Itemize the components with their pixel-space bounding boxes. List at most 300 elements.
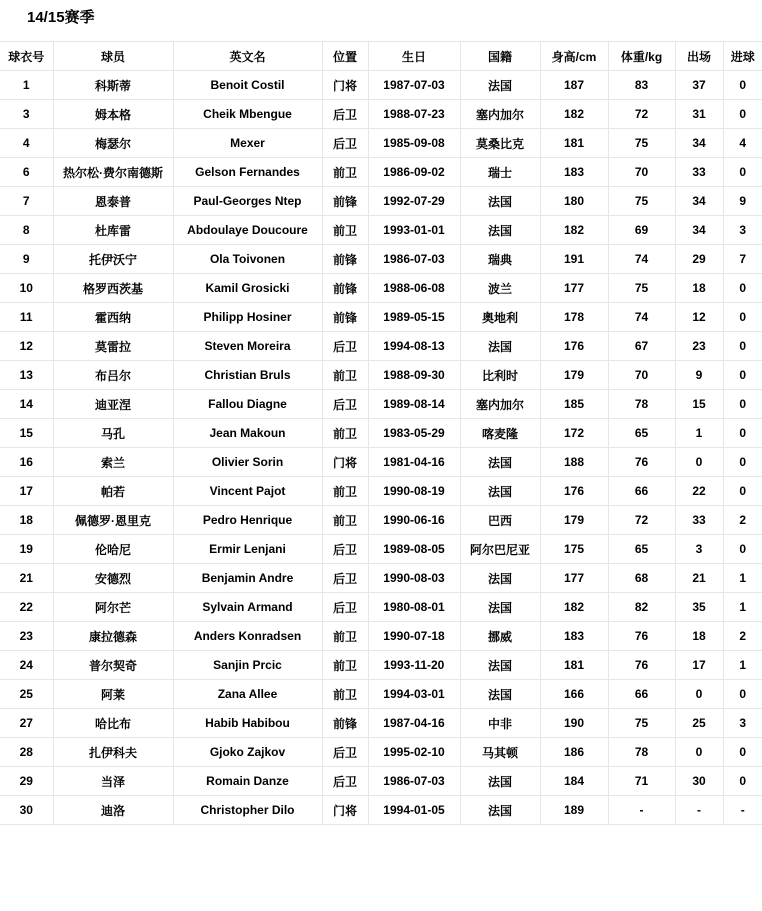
player-cell: 莫雷拉 <box>53 332 173 361</box>
jersey-cell: 24 <box>0 651 53 680</box>
player-cell: 帕若 <box>53 477 173 506</box>
jersey-cell: 6 <box>0 158 53 187</box>
table-row <box>0 506 762 535</box>
nationality-cell: 法国 <box>460 593 540 622</box>
goals-cell: 1 <box>723 651 762 680</box>
column-header-height: 身高/cm <box>540 42 608 71</box>
apps-cell: 12 <box>675 303 723 332</box>
table-row <box>0 361 762 390</box>
table-header <box>0 42 762 71</box>
english-cell: Gjoko Zajkov <box>173 738 322 767</box>
goals-cell: 0 <box>723 419 762 448</box>
position-cell: 后卫 <box>322 738 368 767</box>
weight-cell: 67 <box>608 332 675 361</box>
weight-cell: 75 <box>608 187 675 216</box>
height-cell: 187 <box>540 71 608 100</box>
birthday-cell: 1988-09-30 <box>368 361 460 390</box>
position-cell: 前锋 <box>322 187 368 216</box>
jersey-cell: 30 <box>0 796 53 825</box>
birthday-cell: 1994-01-05 <box>368 796 460 825</box>
english-cell: Paul-Georges Ntep <box>173 187 322 216</box>
player-cell: 普尔契奇 <box>53 651 173 680</box>
apps-cell: 3 <box>675 535 723 564</box>
height-cell: 166 <box>540 680 608 709</box>
birthday-cell: 1988-07-23 <box>368 100 460 129</box>
birthday-cell: 1990-06-16 <box>368 506 460 535</box>
weight-cell: 72 <box>608 506 675 535</box>
jersey-cell: 21 <box>0 564 53 593</box>
birthday-cell: 1994-08-13 <box>368 332 460 361</box>
table-row <box>0 332 762 361</box>
nationality-cell: 比利时 <box>460 361 540 390</box>
height-cell: 179 <box>540 361 608 390</box>
position-cell: 前卫 <box>322 506 368 535</box>
nationality-cell: 喀麦隆 <box>460 419 540 448</box>
weight-cell: 78 <box>608 390 675 419</box>
column-header-apps: 出场 <box>675 42 723 71</box>
height-cell: 183 <box>540 622 608 651</box>
player-cell: 格罗西茨基 <box>53 274 173 303</box>
goals-cell: 1 <box>723 593 762 622</box>
weight-cell: 75 <box>608 129 675 158</box>
page-title: 14/15赛季 <box>27 9 95 26</box>
english-cell: Benoit Costil <box>173 71 322 100</box>
birthday-cell: 1993-01-01 <box>368 216 460 245</box>
nationality-cell: 塞内加尔 <box>460 390 540 419</box>
birthday-cell: 1985-09-08 <box>368 129 460 158</box>
english-cell: Vincent Pajot <box>173 477 322 506</box>
column-header-nationality: 国籍 <box>460 42 540 71</box>
english-cell: Mexer <box>173 129 322 158</box>
position-cell: 后卫 <box>322 593 368 622</box>
player-cell: 扎伊科夫 <box>53 738 173 767</box>
nationality-cell: 法国 <box>460 187 540 216</box>
birthday-cell: 1983-05-29 <box>368 419 460 448</box>
jersey-cell: 14 <box>0 390 53 419</box>
player-cell: 马孔 <box>53 419 173 448</box>
apps-cell: - <box>675 796 723 825</box>
position-cell: 后卫 <box>322 100 368 129</box>
weight-cell: - <box>608 796 675 825</box>
table-row <box>0 767 762 796</box>
goals-cell: 0 <box>723 680 762 709</box>
jersey-cell: 19 <box>0 535 53 564</box>
goals-cell: 0 <box>723 332 762 361</box>
birthday-cell: 1990-08-03 <box>368 564 460 593</box>
nationality-cell: 奥地利 <box>460 303 540 332</box>
birthday-cell: 1988-06-08 <box>368 274 460 303</box>
weight-cell: 70 <box>608 158 675 187</box>
jersey-cell: 27 <box>0 709 53 738</box>
jersey-cell: 18 <box>0 506 53 535</box>
table-row <box>0 274 762 303</box>
english-cell: Cheik Mbengue <box>173 100 322 129</box>
position-cell: 前锋 <box>322 274 368 303</box>
table-row <box>0 100 762 129</box>
player-cell: 阿莱 <box>53 680 173 709</box>
player-cell: 布吕尔 <box>53 361 173 390</box>
table-row <box>0 187 762 216</box>
weight-cell: 72 <box>608 100 675 129</box>
height-cell: 183 <box>540 158 608 187</box>
nationality-cell: 瑞典 <box>460 245 540 274</box>
position-cell: 前卫 <box>322 477 368 506</box>
nationality-cell: 巴西 <box>460 506 540 535</box>
goals-cell: 0 <box>723 738 762 767</box>
position-cell: 前锋 <box>322 303 368 332</box>
birthday-cell: 1990-08-19 <box>368 477 460 506</box>
player-cell: 恩泰普 <box>53 187 173 216</box>
table-row <box>0 158 762 187</box>
column-header-weight: 体重/kg <box>608 42 675 71</box>
player-cell: 姆本格 <box>53 100 173 129</box>
player-cell: 迪洛 <box>53 796 173 825</box>
table-row <box>0 709 762 738</box>
nationality-cell: 波兰 <box>460 274 540 303</box>
apps-cell: 34 <box>675 187 723 216</box>
weight-cell: 68 <box>608 564 675 593</box>
table-row <box>0 448 762 477</box>
jersey-cell: 16 <box>0 448 53 477</box>
weight-cell: 66 <box>608 477 675 506</box>
apps-cell: 34 <box>675 129 723 158</box>
table-row <box>0 651 762 680</box>
position-cell: 后卫 <box>322 390 368 419</box>
nationality-cell: 法国 <box>460 477 540 506</box>
goals-cell: 0 <box>723 274 762 303</box>
nationality-cell: 马其顿 <box>460 738 540 767</box>
nationality-cell: 瑞士 <box>460 158 540 187</box>
height-cell: 176 <box>540 332 608 361</box>
goals-cell: 2 <box>723 622 762 651</box>
apps-cell: 34 <box>675 216 723 245</box>
height-cell: 177 <box>540 564 608 593</box>
weight-cell: 78 <box>608 738 675 767</box>
weight-cell: 75 <box>608 709 675 738</box>
nationality-cell: 法国 <box>460 448 540 477</box>
goals-cell: 0 <box>723 361 762 390</box>
apps-cell: 30 <box>675 767 723 796</box>
column-header-position: 位置 <box>322 42 368 71</box>
birthday-cell: 1989-08-05 <box>368 535 460 564</box>
apps-cell: 33 <box>675 158 723 187</box>
goals-cell: 0 <box>723 303 762 332</box>
goals-cell: 0 <box>723 100 762 129</box>
apps-cell: 35 <box>675 593 723 622</box>
english-cell: Sanjin Prcic <box>173 651 322 680</box>
english-cell: Pedro Henrique <box>173 506 322 535</box>
height-cell: 185 <box>540 390 608 419</box>
goals-cell: 0 <box>723 535 762 564</box>
table-row <box>0 129 762 158</box>
birthday-cell: 1986-09-02 <box>368 158 460 187</box>
position-cell: 前卫 <box>322 158 368 187</box>
english-cell: Romain Danze <box>173 767 322 796</box>
goals-cell: 2 <box>723 506 762 535</box>
birthday-cell: 1995-02-10 <box>368 738 460 767</box>
nationality-cell: 法国 <box>460 564 540 593</box>
height-cell: 188 <box>540 448 608 477</box>
goals-cell: 4 <box>723 129 762 158</box>
player-cell: 霍西纳 <box>53 303 173 332</box>
squad-table <box>0 41 762 825</box>
height-cell: 189 <box>540 796 608 825</box>
apps-cell: 29 <box>675 245 723 274</box>
height-cell: 175 <box>540 535 608 564</box>
apps-cell: 37 <box>675 71 723 100</box>
english-cell: Kamil Grosicki <box>173 274 322 303</box>
player-cell: 哈比布 <box>53 709 173 738</box>
english-cell: Benjamin Andre <box>173 564 322 593</box>
birthday-cell: 1992-07-29 <box>368 187 460 216</box>
player-cell: 梅瑟尔 <box>53 129 173 158</box>
nationality-cell: 法国 <box>460 332 540 361</box>
english-cell: Steven Moreira <box>173 332 322 361</box>
weight-cell: 76 <box>608 622 675 651</box>
position-cell: 前卫 <box>322 622 368 651</box>
table-row <box>0 593 762 622</box>
weight-cell: 66 <box>608 680 675 709</box>
player-cell: 佩德罗·恩里克 <box>53 506 173 535</box>
weight-cell: 71 <box>608 767 675 796</box>
position-cell: 前卫 <box>322 216 368 245</box>
goals-cell: - <box>723 796 762 825</box>
height-cell: 180 <box>540 187 608 216</box>
height-cell: 172 <box>540 419 608 448</box>
jersey-cell: 10 <box>0 274 53 303</box>
nationality-cell: 挪威 <box>460 622 540 651</box>
table-row <box>0 71 762 100</box>
english-cell: Zana Allee <box>173 680 322 709</box>
weight-cell: 70 <box>608 361 675 390</box>
apps-cell: 17 <box>675 651 723 680</box>
birthday-cell: 1987-07-03 <box>368 71 460 100</box>
jersey-cell: 29 <box>0 767 53 796</box>
english-cell: Anders Konradsen <box>173 622 322 651</box>
header-row <box>0 42 762 71</box>
birthday-cell: 1990-07-18 <box>368 622 460 651</box>
player-cell: 阿尔芒 <box>53 593 173 622</box>
jersey-cell: 22 <box>0 593 53 622</box>
english-cell: Philipp Hosiner <box>173 303 322 332</box>
apps-cell: 22 <box>675 477 723 506</box>
column-header-jersey: 球衣号 <box>0 42 53 71</box>
jersey-cell: 4 <box>0 129 53 158</box>
nationality-cell: 法国 <box>460 680 540 709</box>
height-cell: 181 <box>540 129 608 158</box>
english-cell: Abdoulaye Doucoure <box>173 216 322 245</box>
english-cell: Sylvain Armand <box>173 593 322 622</box>
position-cell: 前卫 <box>322 419 368 448</box>
table-row <box>0 796 762 825</box>
column-header-english: 英文名 <box>173 42 322 71</box>
height-cell: 177 <box>540 274 608 303</box>
apps-cell: 31 <box>675 100 723 129</box>
position-cell: 前卫 <box>322 651 368 680</box>
table-row <box>0 622 762 651</box>
position-cell: 前卫 <box>322 680 368 709</box>
table-body <box>0 71 762 825</box>
table-row <box>0 390 762 419</box>
apps-cell: 15 <box>675 390 723 419</box>
goals-cell: 0 <box>723 477 762 506</box>
jersey-cell: 8 <box>0 216 53 245</box>
table-row <box>0 477 762 506</box>
birthday-cell: 1986-07-03 <box>368 767 460 796</box>
column-header-player: 球员 <box>53 42 173 71</box>
apps-cell: 9 <box>675 361 723 390</box>
birthday-cell: 1980-08-01 <box>368 593 460 622</box>
height-cell: 179 <box>540 506 608 535</box>
column-header-birthday: 生日 <box>368 42 460 71</box>
player-cell: 热尔松·费尔南德斯 <box>53 158 173 187</box>
position-cell: 后卫 <box>322 129 368 158</box>
height-cell: 191 <box>540 245 608 274</box>
weight-cell: 76 <box>608 448 675 477</box>
birthday-cell: 1986-07-03 <box>368 245 460 274</box>
table-row <box>0 303 762 332</box>
player-cell: 康拉德森 <box>53 622 173 651</box>
english-cell: Christian Bruls <box>173 361 322 390</box>
english-cell: Christopher Dilo <box>173 796 322 825</box>
height-cell: 190 <box>540 709 608 738</box>
jersey-cell: 7 <box>0 187 53 216</box>
goals-cell: 3 <box>723 709 762 738</box>
column-header-goals: 进球 <box>723 42 762 71</box>
nationality-cell: 中非 <box>460 709 540 738</box>
jersey-cell: 28 <box>0 738 53 767</box>
table-row <box>0 419 762 448</box>
player-cell: 杜库雷 <box>53 216 173 245</box>
goals-cell: 0 <box>723 767 762 796</box>
goals-cell: 3 <box>723 216 762 245</box>
weight-cell: 69 <box>608 216 675 245</box>
apps-cell: 0 <box>675 738 723 767</box>
birthday-cell: 1989-05-15 <box>368 303 460 332</box>
english-cell: Jean Makoun <box>173 419 322 448</box>
table-row <box>0 245 762 274</box>
nationality-cell: 莫桑比克 <box>460 129 540 158</box>
nationality-cell: 法国 <box>460 651 540 680</box>
weight-cell: 82 <box>608 593 675 622</box>
nationality-cell: 法国 <box>460 216 540 245</box>
apps-cell: 18 <box>675 622 723 651</box>
weight-cell: 75 <box>608 274 675 303</box>
height-cell: 176 <box>540 477 608 506</box>
birthday-cell: 1987-04-16 <box>368 709 460 738</box>
position-cell: 后卫 <box>322 332 368 361</box>
jersey-cell: 11 <box>0 303 53 332</box>
apps-cell: 0 <box>675 680 723 709</box>
english-cell: Fallou Diagne <box>173 390 322 419</box>
jersey-cell: 3 <box>0 100 53 129</box>
jersey-cell: 15 <box>0 419 53 448</box>
player-cell: 索兰 <box>53 448 173 477</box>
height-cell: 182 <box>540 100 608 129</box>
birthday-cell: 1993-11-20 <box>368 651 460 680</box>
apps-cell: 21 <box>675 564 723 593</box>
birthday-cell: 1981-04-16 <box>368 448 460 477</box>
height-cell: 181 <box>540 651 608 680</box>
goals-cell: 9 <box>723 187 762 216</box>
height-cell: 182 <box>540 216 608 245</box>
table-row <box>0 738 762 767</box>
english-cell: Gelson Fernandes <box>173 158 322 187</box>
nationality-cell: 法国 <box>460 767 540 796</box>
position-cell: 门将 <box>322 71 368 100</box>
weight-cell: 65 <box>608 535 675 564</box>
goals-cell: 0 <box>723 448 762 477</box>
apps-cell: 18 <box>675 274 723 303</box>
table-row <box>0 216 762 245</box>
jersey-cell: 12 <box>0 332 53 361</box>
weight-cell: 74 <box>608 245 675 274</box>
apps-cell: 0 <box>675 448 723 477</box>
height-cell: 178 <box>540 303 608 332</box>
nationality-cell: 法国 <box>460 71 540 100</box>
weight-cell: 74 <box>608 303 675 332</box>
apps-cell: 23 <box>675 332 723 361</box>
nationality-cell: 塞内加尔 <box>460 100 540 129</box>
height-cell: 186 <box>540 738 608 767</box>
nationality-cell: 法国 <box>460 796 540 825</box>
player-cell: 迪亚涅 <box>53 390 173 419</box>
player-cell: 安德烈 <box>53 564 173 593</box>
weight-cell: 83 <box>608 71 675 100</box>
position-cell: 后卫 <box>322 564 368 593</box>
jersey-cell: 25 <box>0 680 53 709</box>
weight-cell: 65 <box>608 419 675 448</box>
goals-cell: 0 <box>723 71 762 100</box>
player-cell: 伦哈尼 <box>53 535 173 564</box>
table-row <box>0 680 762 709</box>
player-cell: 科斯蒂 <box>53 71 173 100</box>
birthday-cell: 1994-03-01 <box>368 680 460 709</box>
position-cell: 门将 <box>322 796 368 825</box>
apps-cell: 33 <box>675 506 723 535</box>
jersey-cell: 13 <box>0 361 53 390</box>
position-cell: 后卫 <box>322 767 368 796</box>
english-cell: Ermir Lenjani <box>173 535 322 564</box>
weight-cell: 76 <box>608 651 675 680</box>
english-cell: Olivier Sorin <box>173 448 322 477</box>
position-cell: 前卫 <box>322 361 368 390</box>
player-cell: 当泽 <box>53 767 173 796</box>
position-cell: 前锋 <box>322 245 368 274</box>
goals-cell: 7 <box>723 245 762 274</box>
apps-cell: 25 <box>675 709 723 738</box>
height-cell: 182 <box>540 593 608 622</box>
table-row <box>0 535 762 564</box>
apps-cell: 1 <box>675 419 723 448</box>
jersey-cell: 17 <box>0 477 53 506</box>
jersey-cell: 9 <box>0 245 53 274</box>
player-cell: 托伊沃宁 <box>53 245 173 274</box>
goals-cell: 0 <box>723 158 762 187</box>
nationality-cell: 阿尔巴尼亚 <box>460 535 540 564</box>
english-cell: Habib Habibou <box>173 709 322 738</box>
goals-cell: 1 <box>723 564 762 593</box>
jersey-cell: 23 <box>0 622 53 651</box>
position-cell: 前锋 <box>322 709 368 738</box>
jersey-cell: 1 <box>0 71 53 100</box>
birthday-cell: 1989-08-14 <box>368 390 460 419</box>
position-cell: 门将 <box>322 448 368 477</box>
table-row <box>0 564 762 593</box>
goals-cell: 0 <box>723 390 762 419</box>
position-cell: 后卫 <box>322 535 368 564</box>
english-cell: Ola Toivonen <box>173 245 322 274</box>
